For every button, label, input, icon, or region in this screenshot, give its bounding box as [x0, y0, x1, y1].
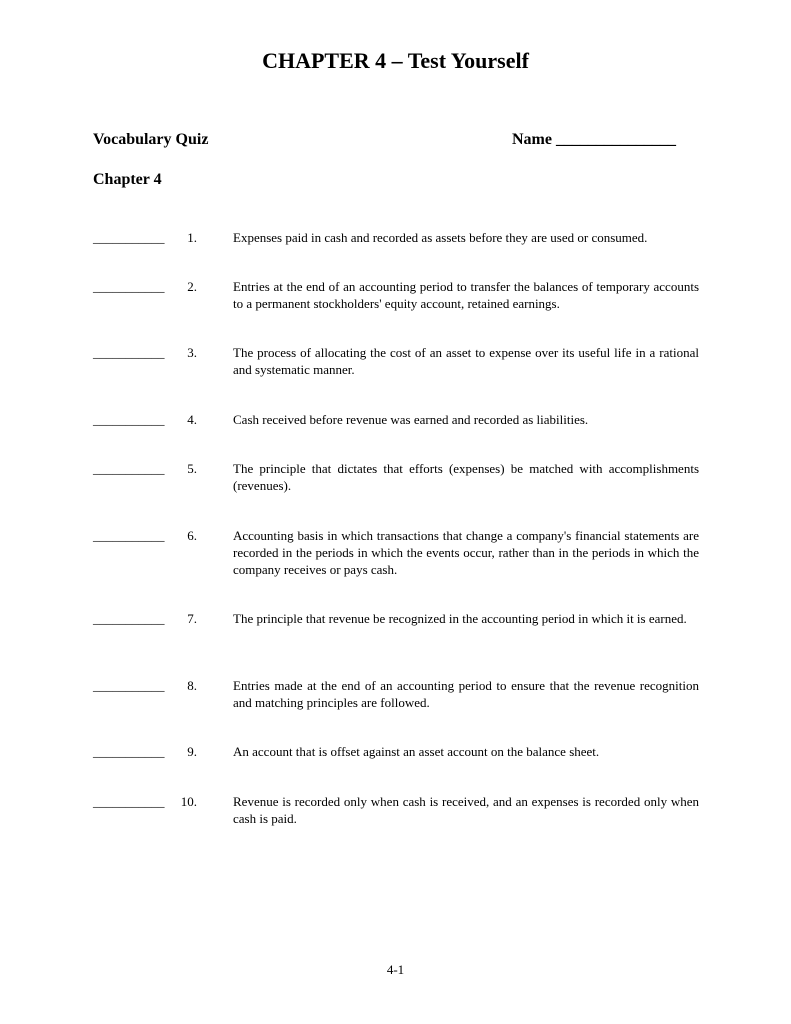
question-text: The principle that dictates that efforts (expenses) be matched with accomplishments (revenues). [233, 461, 699, 493]
question-text: Cash received before revenue was earned and recorded as liabilities. [233, 412, 589, 427]
question-number: 4. [187, 412, 197, 427]
question-number: 7. [187, 611, 197, 626]
question-number: 8. [187, 678, 197, 693]
question-number: 2. [187, 279, 197, 294]
question-text: Expenses paid in cash and recorded as assets before they are used or consumed. [233, 230, 648, 245]
answer-blank[interactable]: ___________ [93, 279, 165, 294]
question-number: 5. [187, 461, 197, 476]
name-field-label: Name _______________ [512, 131, 676, 148]
question-text: Entries made at the end of an accounting period to ensure that the revenue recognition and matching principles are followed. [233, 678, 699, 710]
question-number: 9. [187, 744, 197, 759]
answer-blank[interactable]: ___________ [93, 744, 165, 759]
page-number: 4-1 [386, 962, 405, 977]
question-number: 10. [180, 794, 197, 809]
chapter-label: Chapter 4 [93, 171, 162, 188]
answer-blank[interactable]: ___________ [93, 345, 165, 360]
answer-blank[interactable]: ___________ [93, 528, 165, 543]
question-text: Accounting basis in which transactions that change a company's financial statements are recorded in the periods in which the events occur, rather than in the periods in which the company receives or pays cash. [233, 528, 699, 577]
quiz-title: Vocabulary Quiz [93, 131, 209, 148]
question-number: 6. [187, 528, 197, 543]
answer-blank[interactable]: ___________ [93, 230, 165, 245]
question-text: An account that is offset against an asset account on the balance sheet. [233, 744, 600, 759]
question-text: The process of allocating the cost of an asset to expense over its useful life in a rational and systematic manner. [233, 345, 699, 377]
question-number: 1. [187, 230, 197, 245]
answer-blank[interactable]: ___________ [93, 611, 165, 626]
answer-blank[interactable]: ___________ [93, 461, 165, 476]
answer-blank[interactable]: ___________ [93, 678, 165, 693]
question-text: Entries at the end of an accounting period to transfer the balances of temporary accounts to a permanent stockholders' equity account, retained earnings. [233, 279, 699, 311]
answer-blank[interactable]: ___________ [93, 794, 165, 809]
question-number: 3. [187, 345, 197, 360]
question-text: Revenue is recorded only when cash is received, and an expenses is recorded only when cash is paid. [233, 794, 699, 826]
question-text: The principle that revenue be recognized in the accounting period in which it is earned. [233, 611, 687, 626]
answer-blank[interactable]: ___________ [93, 412, 165, 427]
page-title: CHAPTER 4 – Test Yourself [262, 48, 529, 73]
